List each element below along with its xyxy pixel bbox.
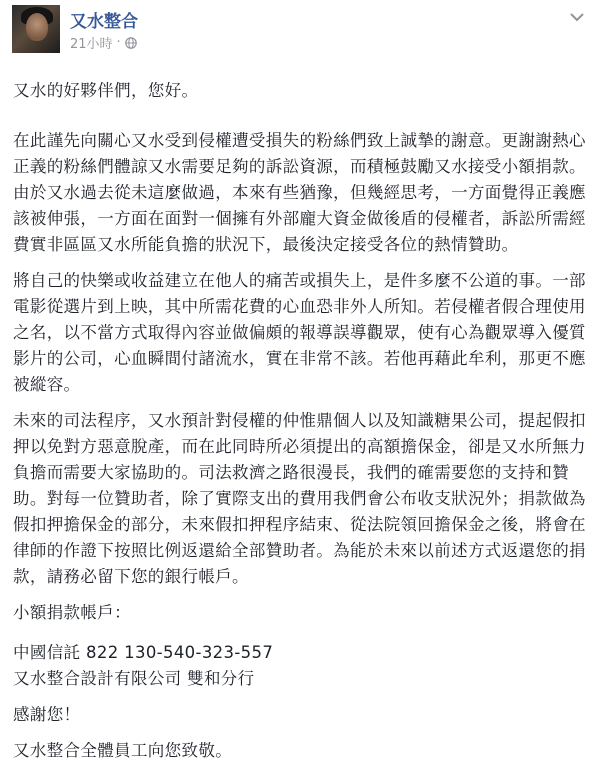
account-name-line: 又水整合設計有限公司 雙和分行 [13,669,255,688]
paragraph-thanks: 在此謹先向關心又水受到侵權遭受損失的粉絲們致上誠摯的謝意。更謝謝熱心正義的粉絲們體諒又水需要足夠的訴訟資源，而積極鼓勵又水接受小額捐款。由於又水過去從未這麼做過，本來有些猶豫，但幾經思考，一方面覺得正義應該被伸張，一方面在面對一個擁有外部龐大資金做後盾的侵權者，訴訟所需經費實非區區又水所能負擔的狀況下，最後決定接受各位的熱情贊助。 [13,131,586,254]
greeting-paragraph: 又水的好夥伴們，您好。 [13,81,199,100]
post-body [13,78,593,774]
donation-heading: 小額捐款帳戶： [13,603,131,622]
post-header [12,5,588,61]
chevron-down-icon[interactable] [566,9,588,25]
post-meta [70,33,137,52]
avatar-face [26,13,48,41]
paragraph-legal-process: 未來的司法程序，又水預計對侵權的仲惟鼎個人以及知識糖果公司，提起假扣押以免對方惡意脫產，而在此同時所必須提出的高額擔保金，卻是又水所無力負擔而需要大家協助的。司法救濟之路很漫長，我們的確需要您的支持和贊助。對每一位贊助者，除了實際支出的費用我們會公布收支狀況外；捐款做為假扣押擔保金的部分，未來假扣押程序結束、從法院領回擔保金之後，將會在律師的作證下按照比例返還給全部贊助者。為能於未來以前述方式返還您的捐款，請務必留下您的銀行帳戶。 [13,411,586,586]
paragraph-injustice: 將自己的快樂或收益建立在他人的痛苦或損失上，是件多麼不公道的事。一部電影從選片到上映，其中所需花費的心血恐非外人所知。若侵權者假合理使用之名，以不當方式取得內容並做偏頗的報導誤導觀眾，使有心為觀眾導入優質影片的公司，心血瞬間付諸流水，實在非常不該。若他再藉此牟利，那更不應被縱容。 [13,271,586,394]
meta-separator: · [116,35,121,50]
post-timestamp[interactable]: 21小時 [70,37,113,52]
globe-icon[interactable] [125,37,137,49]
page-name-link[interactable]: 又水整合 [70,12,138,32]
thanks-line: 感謝您！ [13,705,81,724]
signature-line: 又水整合全體員工向您致敬。 [13,741,233,760]
bank-account-line: 中國信託 822 130-540-323-557 [13,643,274,662]
avatar[interactable] [12,5,60,53]
